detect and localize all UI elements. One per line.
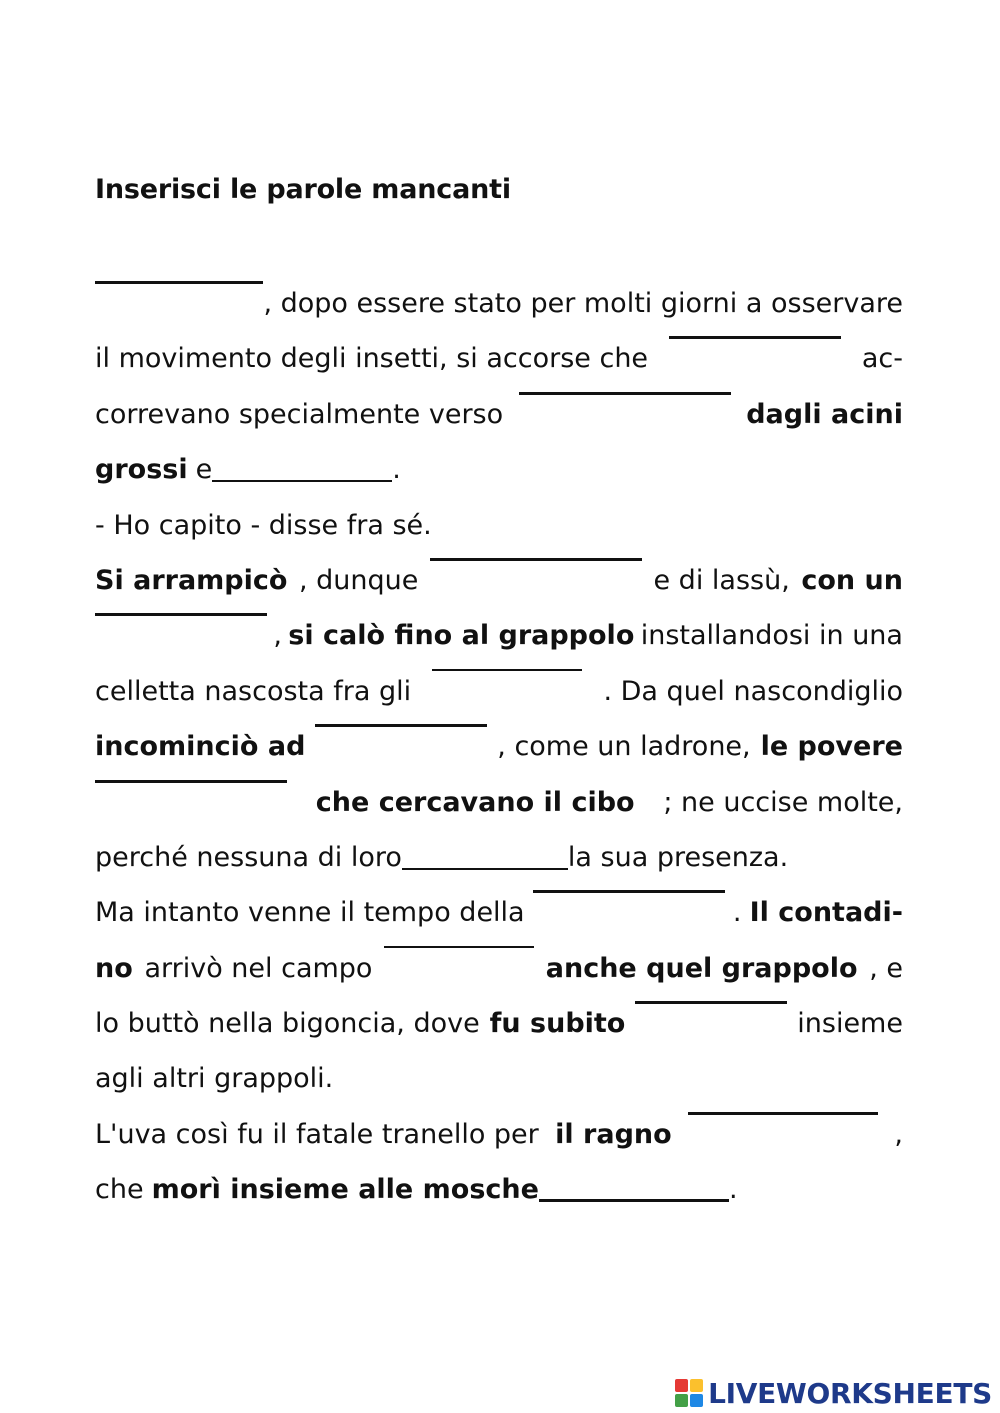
fill-in-exercise — [95, 276, 903, 1218]
line-text: agli altri grappoli. — [95, 1063, 334, 1095]
bold-text: grossi — [95, 454, 188, 486]
logo-square-red — [675, 1379, 688, 1392]
line-text: insieme — [797, 1008, 903, 1040]
bold-text: il ragno — [555, 1118, 672, 1150]
line-text: . — [392, 454, 401, 486]
blank-answer-field[interactable] — [432, 668, 582, 671]
line-text: lo buttò nella bigoncia, dove — [95, 1008, 480, 1040]
blank-answer-field[interactable] — [430, 557, 642, 561]
line-text: . Da quel nascondiglio — [603, 675, 903, 707]
line-text: , dunque — [299, 564, 419, 596]
bold-text: Si arrampicò — [95, 564, 288, 596]
bold-text: fu subito — [489, 1008, 626, 1040]
text-line — [95, 719, 903, 774]
text-line — [95, 331, 903, 386]
blank-answer-field[interactable] — [533, 889, 725, 893]
bold-text: dagli acini — [746, 398, 903, 430]
line-text: la sua presenza. — [567, 841, 789, 873]
bold-text: si calò fino al grappolo — [288, 620, 635, 652]
line-text: ; ne uccise molte, — [663, 786, 903, 818]
text-line — [95, 608, 903, 663]
bold-text: incominciò ad — [95, 731, 306, 763]
line-text: e di lassù, — [653, 564, 790, 596]
line-text: celletta nascosta fra gli — [95, 675, 412, 707]
brand-footer[interactable] — [674, 1376, 992, 1410]
line-text: perché nessuna di loro — [95, 841, 402, 873]
blank-answer-field[interactable] — [95, 779, 287, 783]
line-text: , e — [869, 952, 903, 984]
blank-answer-field[interactable] — [402, 867, 568, 870]
line-text: installandosi in una — [640, 620, 903, 652]
line-text: . — [728, 1174, 738, 1206]
text-line — [95, 1107, 903, 1162]
line-text: , — [894, 1118, 903, 1150]
logo-square-yellow — [690, 1379, 703, 1392]
line-text: , come un ladrone, — [497, 731, 751, 763]
bold-text: con un — [801, 564, 903, 596]
bold-text: Il contadi- — [749, 897, 903, 929]
liveworksheets-logo-icon — [674, 1378, 704, 1408]
line-text: e — [195, 454, 213, 486]
line-text: - Ho capito - disse fra sé. — [95, 509, 432, 541]
line-text: , — [273, 620, 282, 652]
line-text: ac- — [861, 343, 903, 375]
text-line — [95, 996, 903, 1051]
blank-answer-field[interactable] — [519, 391, 731, 395]
text-line — [95, 1162, 903, 1217]
logo-square-green — [675, 1394, 688, 1407]
blank-answer-field[interactable] — [95, 612, 267, 616]
bold-text: no — [95, 952, 133, 984]
line-text: . — [732, 897, 742, 929]
line-text: che — [95, 1174, 144, 1206]
text-line — [95, 387, 903, 442]
blank-answer-field[interactable] — [384, 945, 534, 948]
bold-text: le povere — [760, 731, 903, 763]
logo-square-blue — [690, 1394, 703, 1407]
blank-answer-field[interactable] — [212, 479, 392, 482]
text-line — [95, 498, 903, 553]
brand-name: LIVEWORKSHEETS — [708, 1376, 992, 1410]
blank-answer-field[interactable] — [635, 1000, 787, 1004]
line-text: arrivò nel campo — [144, 952, 373, 984]
text-line — [95, 941, 903, 996]
text-line — [95, 1051, 903, 1106]
text-line — [95, 664, 903, 719]
line-text: Ma intanto venne il tempo della — [95, 897, 525, 929]
text-line — [95, 442, 903, 497]
bold-text: anche quel grappolo — [545, 952, 858, 984]
line-text: correvano specialmente verso — [95, 398, 504, 430]
blank-answer-field[interactable] — [539, 1198, 729, 1202]
text-line — [95, 885, 903, 940]
line-text: L'uva così fu il fatale tranello per — [95, 1118, 539, 1150]
bold-text: morì insieme alle mosche — [151, 1174, 539, 1206]
text-line — [95, 775, 903, 830]
blank-answer-field[interactable] — [315, 723, 487, 727]
line-text: il movimento degli insetti, si accorse che — [95, 343, 649, 375]
text-line — [95, 276, 903, 331]
text-line — [95, 830, 903, 885]
text-line — [95, 553, 903, 608]
blank-answer-field[interactable] — [669, 335, 841, 339]
bold-text: che cercavano il cibo — [315, 786, 635, 818]
blank-answer-field[interactable] — [95, 280, 263, 284]
line-text: , dopo essere stato per molti giorni a osservare — [263, 288, 903, 319]
blank-answer-field[interactable] — [688, 1111, 878, 1115]
page-title: Inserisci le parole mancanti — [95, 174, 511, 205]
